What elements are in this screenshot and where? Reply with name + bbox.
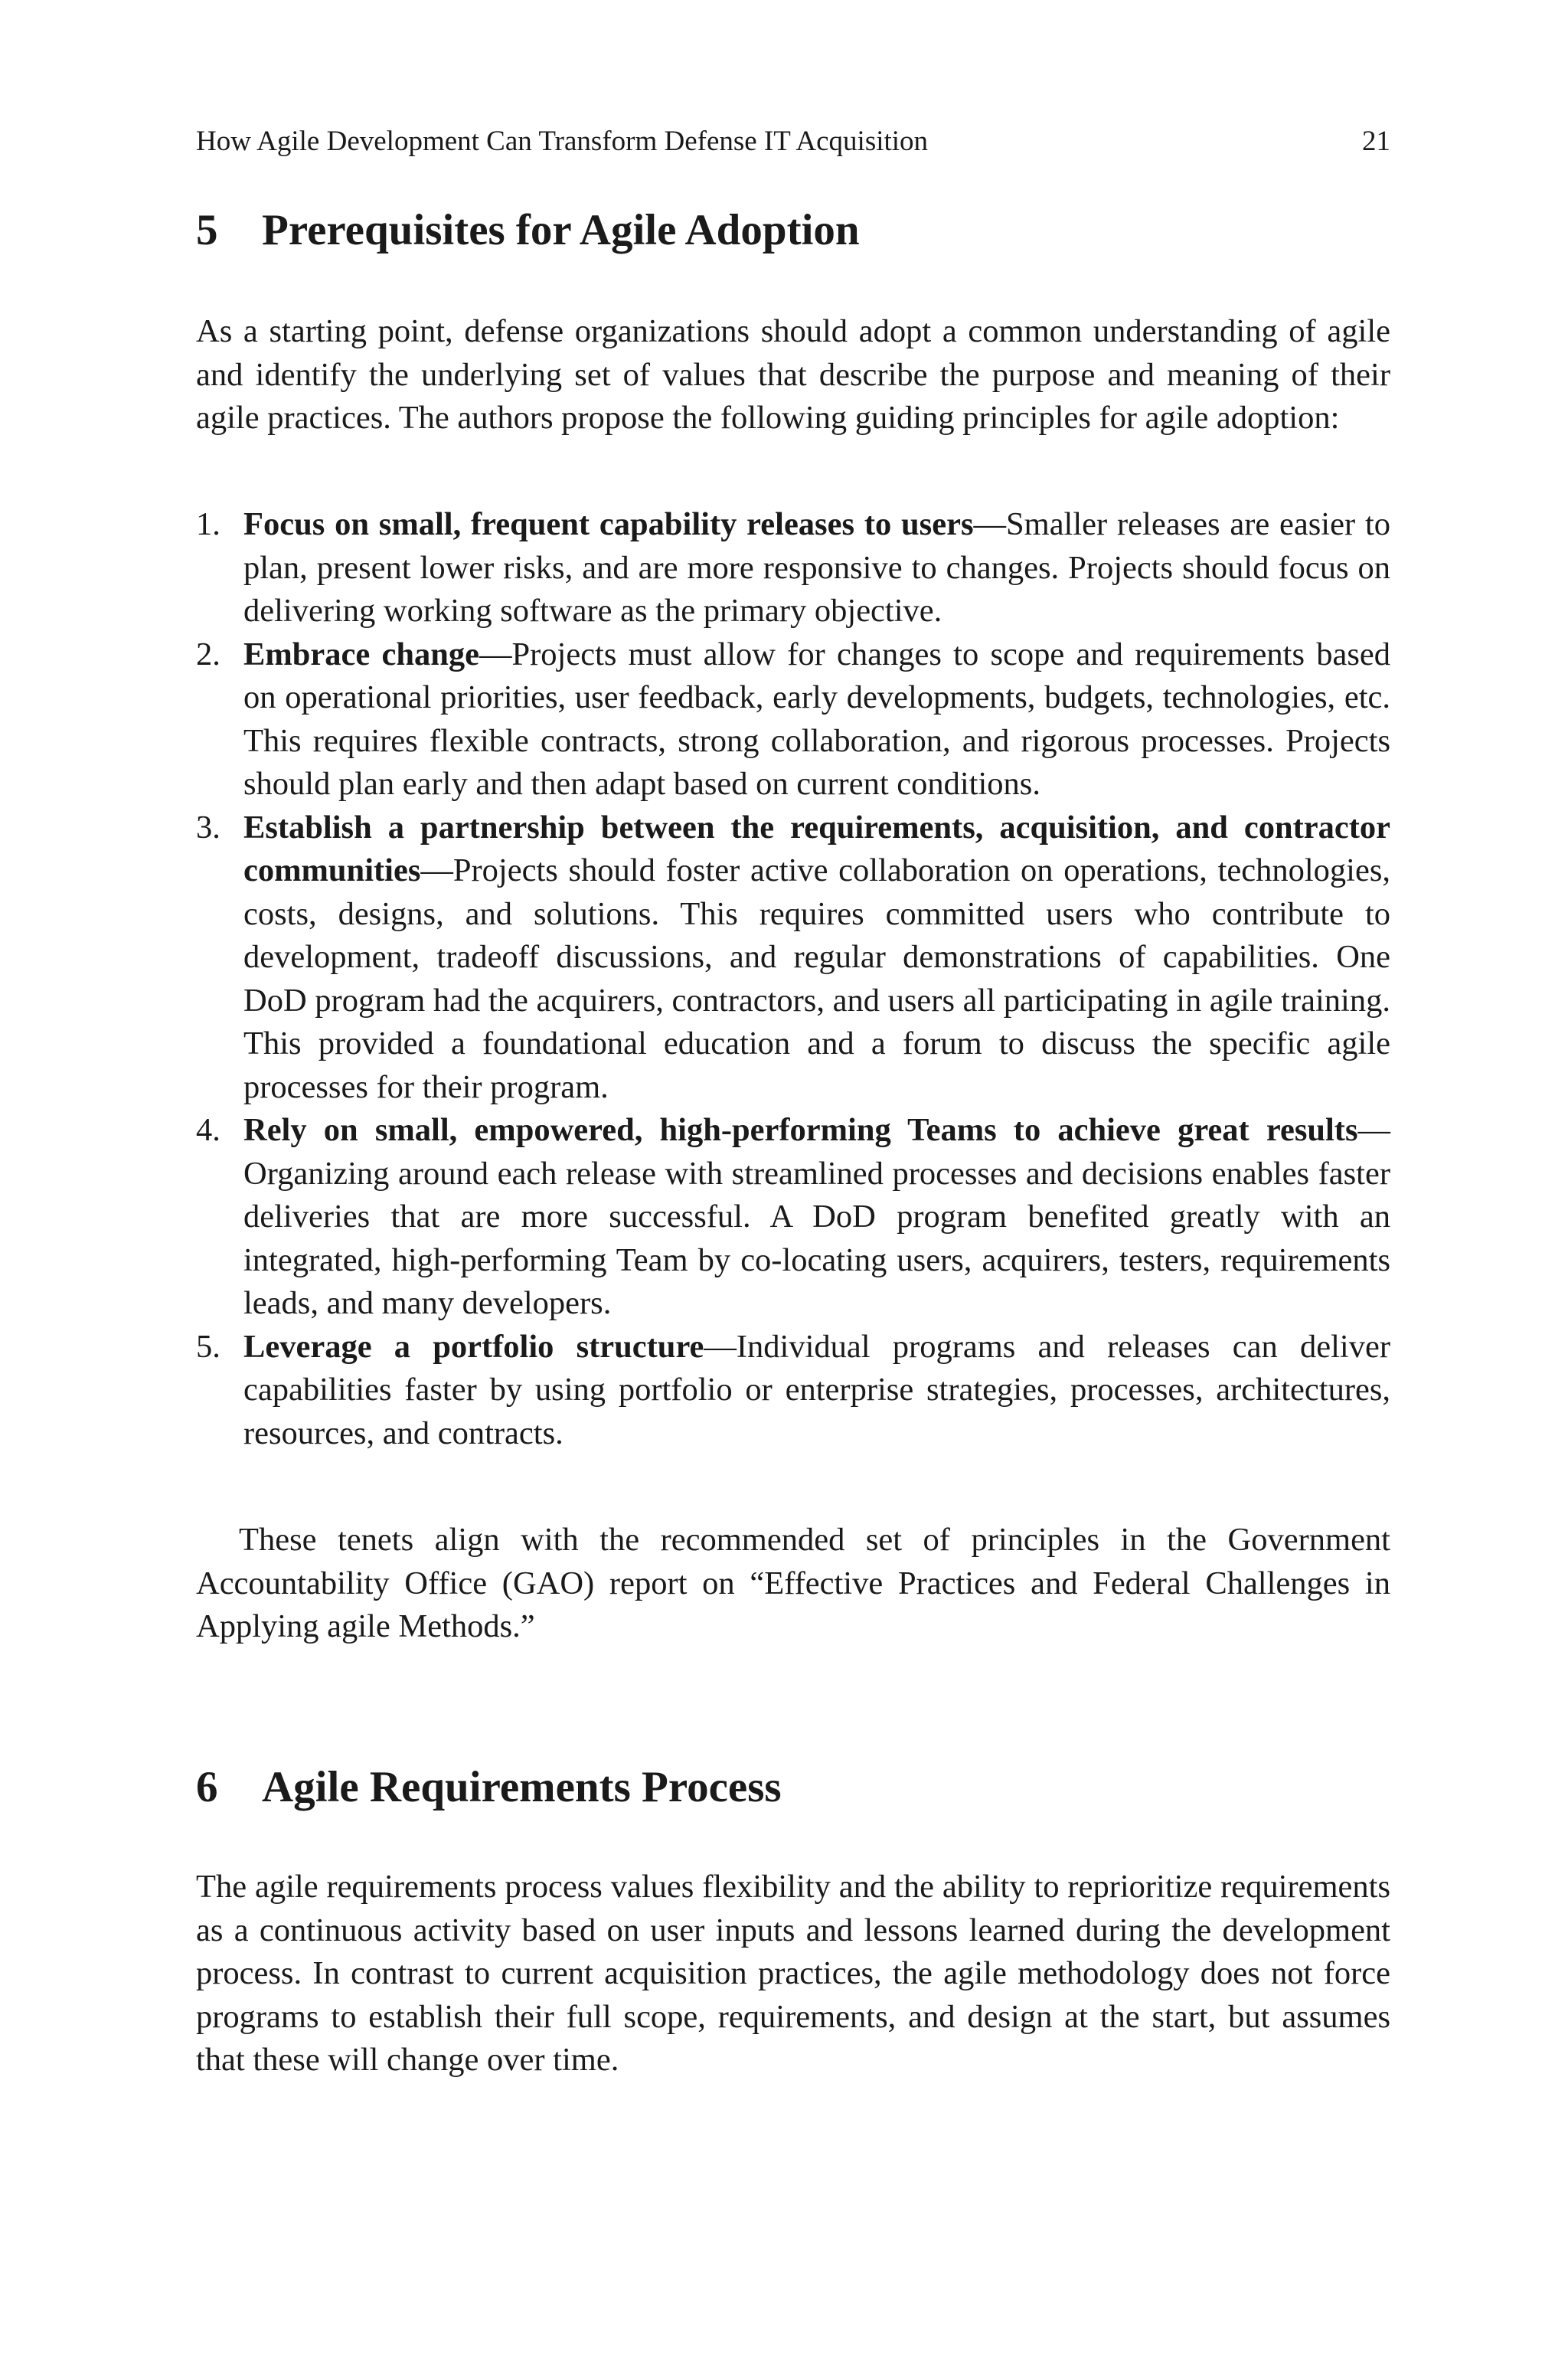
principle-number: 5. (196, 1328, 220, 1365)
principle-item (196, 806, 1390, 1110)
principle-title: Embrace change (243, 636, 479, 672)
running-header (196, 124, 1390, 159)
section-6-body-paragraph: The agile requirements process values flexibility and the ability to reprioritize requirements as a continuous activity based on user inputs and lessons learned during the development process. In contrast to current acquisition practices, the agile methodology does not force programs to establish their full scope, requirements, and design at the start, but assumes that these will change over time. (196, 1869, 1390, 2078)
running-title: How Agile Development Can Transform Defense IT Acquisition (196, 126, 929, 157)
principle-item (196, 1109, 1390, 1326)
section-5-closing-paragraph: These tenets align with the recommended set of principles in the Government Accountability Office (GAO) report on “Effective Practices and Federal Challenges in Applying agile Methods.” (196, 1522, 1390, 1644)
principle-title: Establish a partnership between the requirements, acquisition, and contractor communities (243, 809, 1390, 888)
principle-text: —Projects should foster active collaboration on operations, technologies, costs, designs, and solutions. This requires committed users who contribute to development, tradeoff discussions, and regular demonstrations of capabilities. One DoD program had the acquirers, contractors, and users all participating in agile training. This provided a foundational education and a forum to discuss the specific agile processes for their program. (243, 852, 1390, 1105)
principle-text: —Organizing around each release with streamlined processes and decisions enables faster deliveries that are more successful. A DoD program benefited greatly with an integrated, high-performing Team by co-locating users, acquirers, testers, requirements leads, and many developers. (243, 1112, 1390, 1321)
principle-number: 4. (196, 1112, 220, 1148)
principle-text: —Smaller releases are easier to plan, present lower risks, and are more responsive to changes. Projects should focus on delivering working software as the primary objective. (243, 506, 1390, 629)
principle-title: Leverage a portfolio structure (243, 1328, 704, 1365)
section-title: Agile Requirements Process (262, 1763, 782, 1811)
section-5-intro-paragraph: As a starting point, defense organizations should adopt a common understanding of agile and identify the underlying set of values that describe the purpose and meaning of their agile practices. The authors propose the following guiding principles for agile adoption: (196, 313, 1390, 436)
principle-item (196, 1326, 1390, 1456)
section-6-heading (196, 1761, 782, 1814)
section-5-heading (196, 204, 860, 257)
principle-text: —Individual programs and releases can deliver capabilities faster by using portfolio or enterprise strategies, processes, architectures, resources, and contracts. (243, 1328, 1390, 1451)
principles-list (196, 503, 1390, 1455)
principle-number: 1. (196, 506, 220, 542)
principle-item (196, 503, 1390, 633)
section-title: Prerequisites for Agile Adoption (262, 206, 860, 254)
principle-title: Rely on small, empowered, high-performing Teams to achieve great results (243, 1112, 1358, 1148)
principle-number: 2. (196, 636, 220, 672)
principle-item (196, 633, 1390, 806)
section-number: 6 (196, 1763, 218, 1811)
principle-text: —Projects must allow for changes to scope and requirements based on operational priorities, user feedback, early developments, budgets, technologies, etc. This requires flexible contracts, strong collaboration, and rigorous processes. Projects should plan early and then adapt based on current conditions. (243, 636, 1390, 802)
principle-title: Focus on small, frequent capability releases to users (243, 506, 974, 542)
principle-number: 3. (196, 809, 220, 846)
section-number: 5 (196, 206, 218, 254)
page-number: 21 (1362, 126, 1390, 157)
